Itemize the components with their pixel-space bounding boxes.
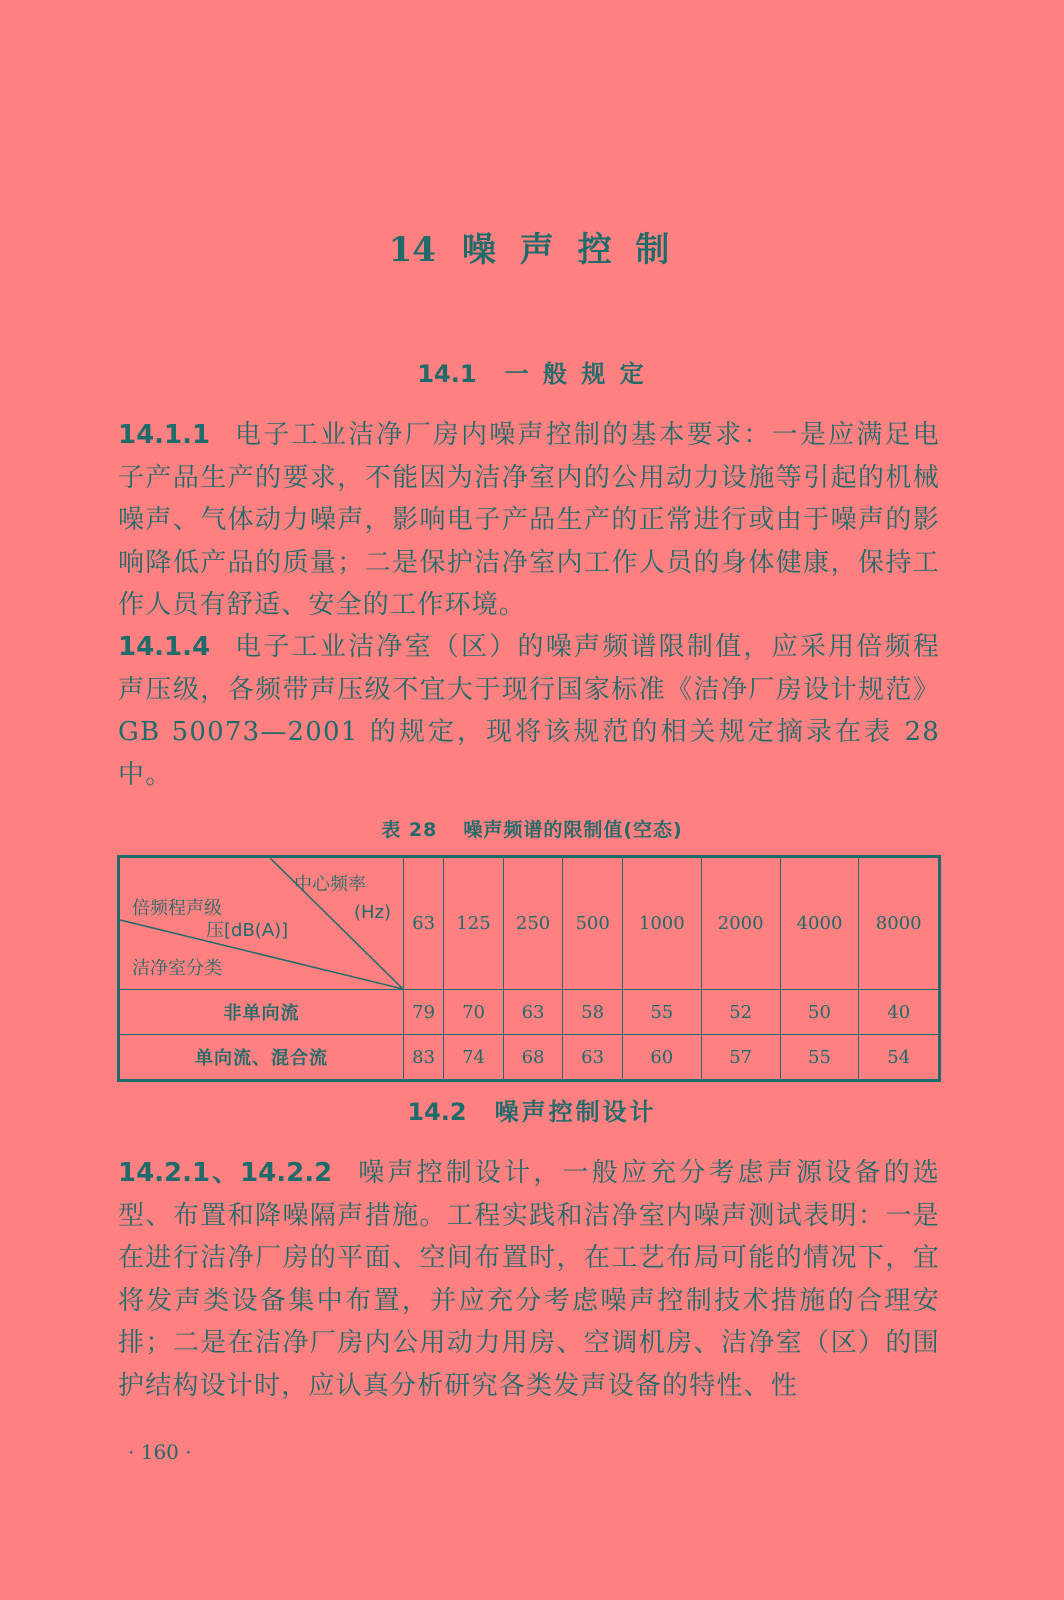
clause-14-1-1 — [118, 414, 940, 627]
clause-number: 14.2.1、14.2.2 — [118, 1158, 333, 1188]
frequency-header: 8000 — [859, 857, 940, 990]
table-row — [119, 990, 940, 1035]
frequency-header: 250 — [503, 857, 563, 990]
frequency-header: 1000 — [622, 857, 701, 990]
clause-number: 14.1.1 — [118, 420, 211, 450]
frequency-header: 125 — [444, 857, 504, 990]
table-cell: 58 — [563, 990, 623, 1035]
section-heading-14-2 — [0, 1092, 1064, 1127]
chapter-number: 14 — [388, 230, 436, 270]
table-cell: 63 — [563, 1035, 623, 1081]
table-caption — [0, 815, 1064, 842]
header-room-class: 洁净室分类 — [132, 958, 222, 979]
table-cell: 74 — [444, 1035, 504, 1081]
table-cell: 50 — [780, 990, 859, 1035]
clause-text: 噪声控制设计，一般应充分考虑声源设备的选型、布置和降噪隔声措施。工程实践和洁净室内噪声测试表明：一是在进行洁净厂房的平面、空间布置时，在工艺布局可能的情况下，宜将发声类设备集中布置，并应充分考虑噪声控制技术措施的合理安排；二是在洁净厂房内公用动力用房、空调机房、洁净室（区）的围护结构设计时，应认真分析研究各类发声设备的特性、性 — [118, 1158, 940, 1401]
clause-text: 电子工业洁净室（区）的噪声频谱限制值，应采用倍频程声压级，各频带声压级不宜大于现行国家标准《洁净厂房设计规范》GB 50073—2001 的规定，现将该规范的相关规定摘录在表 28 中。 — [118, 632, 940, 790]
section-number: 14.2 — [407, 1098, 467, 1126]
section-title-text: 噪声控制设计 — [494, 1098, 657, 1126]
table-cell: 55 — [622, 990, 701, 1035]
table-cell: 52 — [701, 990, 780, 1035]
diagonal-header-cell — [119, 857, 404, 990]
table-row — [119, 1035, 940, 1081]
frequency-header: 63 — [404, 857, 444, 990]
table-cell: 83 — [404, 1035, 444, 1081]
frequency-header: 2000 — [701, 857, 780, 990]
page-number: · 160 · — [128, 1440, 192, 1464]
table-caption-title: 噪声频谱的限制值(空态) — [463, 819, 683, 841]
row-label: 单向流、混合流 — [119, 1035, 404, 1081]
noise-limit-table — [117, 855, 941, 1082]
table-cell: 54 — [859, 1035, 940, 1081]
table-cell: 79 — [404, 990, 444, 1035]
table-cell: 70 — [444, 990, 504, 1035]
table-cell: 40 — [859, 990, 940, 1035]
frequency-header: 500 — [563, 857, 623, 990]
table-cell: 57 — [701, 1035, 780, 1081]
table-cell: 55 — [780, 1035, 859, 1081]
clause-text: 电子工业洁净厂房内噪声控制的基本要求：一是应满足电子产品生产的要求，不能因为洁净室内的公用动力设施等引起的机械噪声、气体动力噪声，影响电子产品生产的正常进行或由于噪声的影响降低产品的质量；二是保护洁净室内工作人员的身体健康，保持工作人员有舒适、安全的工作环境。 — [118, 420, 940, 620]
header-unit: (Hz) — [354, 902, 392, 923]
table-cell: 68 — [503, 1035, 563, 1081]
table-header-row — [119, 857, 940, 990]
section-title-text: 一 般 规 定 — [504, 360, 647, 388]
table-cell: 63 — [503, 990, 563, 1035]
table-cell: 60 — [622, 1035, 701, 1081]
section-heading-14-1 — [0, 354, 1064, 389]
header-center-frequency: 中心频率 — [294, 874, 366, 895]
chapter-title — [0, 222, 1064, 271]
header-level-line1: 倍频程声级 — [132, 898, 222, 919]
clause-14-2-1 — [118, 1152, 940, 1407]
frequency-header: 4000 — [780, 857, 859, 990]
clause-14-1-4 — [118, 626, 940, 796]
table-caption-number: 表 28 — [381, 819, 438, 841]
section-number: 14.1 — [417, 360, 477, 388]
clause-number: 14.1.4 — [118, 632, 211, 662]
chapter-title-text: 噪 声 控 制 — [461, 230, 676, 270]
row-label: 非单向流 — [119, 990, 404, 1035]
header-level-line2: 压[dB(A)] — [206, 920, 289, 941]
